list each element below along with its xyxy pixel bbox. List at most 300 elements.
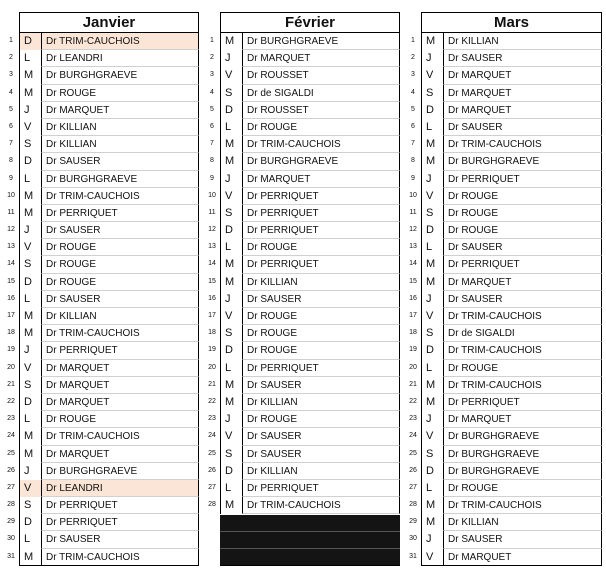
- weekday-letter: V: [19, 360, 41, 377]
- doctor-name: Dr PERRIQUET: [242, 256, 400, 273]
- weekday-letter: M: [19, 308, 41, 325]
- weekday-letter: M: [421, 394, 443, 411]
- doctor-name: Dr TRIM-CAUCHOIS: [242, 136, 400, 153]
- weekday-letter: D: [220, 222, 242, 239]
- day-number: 24: [7, 432, 15, 440]
- weekday-letter: S: [421, 205, 443, 222]
- doctor-name: Dr SAUSER: [242, 377, 400, 394]
- doctor-name: Dr SAUSER: [443, 119, 602, 136]
- doctor-name: Dr TRIM-CAUCHOIS: [41, 549, 199, 566]
- day-number: 18: [208, 329, 216, 337]
- doctor-name: Dr ROUGE: [242, 239, 400, 256]
- doctor-name: Dr TRIM-CAUCHOIS: [443, 497, 602, 514]
- doctor-name: Dr BURGHGRAEVE: [41, 67, 199, 84]
- weekday-letter: S: [220, 325, 242, 342]
- doctor-name: Dr SAUSER: [443, 50, 602, 67]
- day-number: 6: [411, 122, 415, 130]
- doctor-name: Dr BURGHGRAEVE: [242, 33, 400, 50]
- day-number: 3: [9, 71, 13, 79]
- day-number: 12: [7, 226, 15, 234]
- weekday-letter: D: [19, 514, 41, 531]
- month-days: [405, 33, 602, 566]
- doctor-name: Dr ROUGE: [242, 308, 400, 325]
- day-number: 8: [9, 157, 13, 165]
- doctor-name: Dr ROUGE: [443, 360, 602, 377]
- weekday-letter: V: [220, 67, 242, 84]
- day-number: 16: [208, 294, 216, 302]
- doctor-name: Dr SAUSER: [242, 291, 400, 308]
- day-row: [204, 50, 400, 67]
- day-number: 25: [7, 449, 15, 457]
- day-row: [204, 205, 400, 222]
- weekday-letter: J: [220, 411, 242, 428]
- day-row: [204, 308, 400, 325]
- weekday-letter: J: [19, 222, 41, 239]
- day-row: [3, 119, 199, 136]
- day-row: [405, 549, 602, 566]
- weekday-letter: S: [421, 85, 443, 102]
- day-row: [3, 308, 199, 325]
- day-row: [3, 136, 199, 153]
- day-number: 3: [210, 71, 214, 79]
- day-number: 5: [9, 105, 13, 113]
- day-number: 22: [208, 397, 216, 405]
- day-row: [204, 153, 400, 170]
- month-days: [204, 33, 400, 566]
- doctor-name: Dr SAUSER: [443, 291, 602, 308]
- doctor-name: Dr BURGHGRAEVE: [443, 463, 602, 480]
- weekday-letter: J: [421, 171, 443, 188]
- day-row: [204, 136, 400, 153]
- day-number: 4: [9, 88, 13, 96]
- doctor-name: Dr ROUGE: [443, 480, 602, 497]
- day-row: [204, 222, 400, 239]
- doctor-name: Dr BURGHGRAEVE: [41, 171, 199, 188]
- doctor-name: Dr MARQUET: [41, 394, 199, 411]
- weekday-letter: M: [421, 256, 443, 273]
- weekday-letter: M: [421, 33, 443, 50]
- day-number: 30: [7, 535, 15, 543]
- day-number: 7: [411, 140, 415, 148]
- day-number: 1: [411, 37, 415, 44]
- day-row: [204, 239, 400, 256]
- day-row: [3, 360, 199, 377]
- day-number: 5: [411, 105, 415, 113]
- doctor-name: Dr KILLIAN: [41, 119, 199, 136]
- day-row: [204, 274, 400, 291]
- doctor-name: Dr MARQUET: [41, 377, 199, 394]
- doctor-name: Dr TRIM-CAUCHOIS: [41, 325, 199, 342]
- doctor-name: Dr MARQUET: [242, 171, 400, 188]
- day-number: 11: [409, 208, 417, 216]
- day-row: [405, 274, 602, 291]
- day-number: 2: [210, 54, 214, 62]
- weekday-letter: M: [220, 497, 242, 514]
- doctor-name: Dr MARQUET: [41, 360, 199, 377]
- weekday-letter: L: [421, 360, 443, 377]
- day-number: 28: [208, 501, 216, 509]
- day-row: [3, 256, 199, 273]
- day-number: 29: [7, 518, 15, 526]
- weekday-letter: S: [220, 85, 242, 102]
- doctor-name: Dr PERRIQUET: [443, 171, 602, 188]
- weekday-letter: L: [421, 480, 443, 497]
- day-row: [3, 291, 199, 308]
- day-number: 27: [409, 483, 417, 491]
- doctor-name: Dr MARQUET: [443, 274, 602, 291]
- day-number: 9: [210, 174, 214, 182]
- doctor-name: Dr TRIM-CAUCHOIS: [41, 188, 199, 205]
- weekday-letter: L: [19, 291, 41, 308]
- weekday-letter: L: [19, 531, 41, 548]
- doctor-name: Dr MARQUET: [443, 85, 602, 102]
- doctor-name: Dr TRIM-CAUCHOIS: [443, 308, 602, 325]
- day-row: [405, 428, 602, 445]
- day-row: [3, 188, 199, 205]
- day-number: 16: [7, 294, 15, 302]
- doctor-name: Dr PERRIQUET: [41, 205, 199, 222]
- weekday-letter: V: [19, 480, 41, 497]
- day-row: [204, 428, 400, 445]
- weekday-letter: M: [220, 377, 242, 394]
- day-row: [3, 394, 199, 411]
- day-row: [3, 50, 199, 67]
- day-number: 17: [208, 312, 216, 319]
- weekday-letter: S: [19, 136, 41, 153]
- weekday-letter: V: [421, 308, 443, 325]
- day-row: [204, 497, 400, 514]
- weekday-letter: M: [19, 67, 41, 84]
- day-row: [3, 274, 199, 291]
- weekday-letter: D: [19, 394, 41, 411]
- weekday-letter: V: [421, 67, 443, 84]
- day-row: [405, 531, 602, 548]
- day-row: [204, 291, 400, 308]
- day-number: 23: [409, 415, 417, 423]
- day-number: 22: [409, 397, 417, 405]
- day-row: [405, 463, 602, 480]
- doctor-name: Dr KILLIAN: [443, 514, 602, 531]
- day-number: 21: [208, 380, 216, 388]
- day-number: 10: [409, 191, 417, 199]
- day-row: [405, 308, 602, 325]
- day-number: 26: [208, 466, 216, 474]
- day-number: 13: [409, 243, 417, 251]
- doctor-name: Dr TRIM-CAUCHOIS: [242, 497, 400, 514]
- day-number: 29: [409, 518, 417, 526]
- day-number: 23: [7, 415, 15, 423]
- day-row: [3, 205, 199, 222]
- weekday-letter: M: [421, 497, 443, 514]
- weekday-letter: S: [421, 446, 443, 463]
- weekday-letter: D: [19, 274, 41, 291]
- day-row: [3, 377, 199, 394]
- day-row: [405, 256, 602, 273]
- day-row: [405, 171, 602, 188]
- day-number: 11: [208, 208, 216, 216]
- day-number: 10: [7, 191, 15, 199]
- day-number: 27: [7, 483, 15, 491]
- day-row: [204, 411, 400, 428]
- doctor-name: Dr ROUSSET: [242, 67, 400, 84]
- weekday-letter: L: [421, 239, 443, 256]
- weekday-letter: D: [421, 102, 443, 119]
- day-row: [3, 171, 199, 188]
- weekday-letter: L: [220, 119, 242, 136]
- unused-day-filler: [220, 549, 400, 566]
- day-row: [405, 119, 602, 136]
- day-number: 9: [9, 174, 13, 182]
- day-number: 23: [208, 415, 216, 423]
- weekday-letter: M: [421, 514, 443, 531]
- month-column: [405, 12, 602, 566]
- doctor-name: Dr KILLIAN: [242, 463, 400, 480]
- day-number: 25: [409, 449, 417, 457]
- day-number: 11: [7, 208, 15, 216]
- doctor-name: Dr MARQUET: [443, 411, 602, 428]
- doctor-name: Dr MARQUET: [41, 102, 199, 119]
- weekday-letter: J: [19, 102, 41, 119]
- day-row: [405, 497, 602, 514]
- month-days: [3, 33, 199, 566]
- doctor-name: Dr SAUSER: [443, 531, 602, 548]
- day-row: [204, 119, 400, 136]
- doctor-name: Dr PERRIQUET: [443, 394, 602, 411]
- doctor-name: Dr KILLIAN: [242, 394, 400, 411]
- unused-day-filler: [220, 515, 400, 532]
- doctor-name: Dr BURGHGRAEVE: [443, 428, 602, 445]
- day-row: [3, 102, 199, 119]
- day-row: [204, 188, 400, 205]
- day-row: [405, 325, 602, 342]
- doctor-name: Dr PERRIQUET: [242, 188, 400, 205]
- doctor-name: Dr PERRIQUET: [242, 480, 400, 497]
- doctor-name: Dr KILLIAN: [41, 308, 199, 325]
- day-row: [204, 102, 400, 119]
- day-number: 2: [9, 54, 13, 62]
- doctor-name: Dr MARQUET: [443, 102, 602, 119]
- day-row: [204, 256, 400, 273]
- day-row: [204, 463, 400, 480]
- doctor-name: Dr LEANDRI: [41, 480, 199, 497]
- day-row: [204, 85, 400, 102]
- day-row: [3, 446, 199, 463]
- weekday-letter: L: [19, 411, 41, 428]
- day-number: 20: [208, 363, 216, 371]
- doctor-name: Dr ROUGE: [242, 342, 400, 359]
- day-number: 4: [210, 88, 214, 96]
- weekday-letter: M: [19, 205, 41, 222]
- weekday-letter: M: [421, 274, 443, 291]
- doctor-name: Dr ROUGE: [242, 119, 400, 136]
- weekday-letter: M: [220, 33, 242, 50]
- day-number: 16: [409, 294, 417, 302]
- doctor-name: Dr MARQUET: [443, 549, 602, 566]
- doctor-name: Dr MARQUET: [41, 446, 199, 463]
- weekday-letter: L: [19, 171, 41, 188]
- weekday-letter: J: [421, 291, 443, 308]
- day-row: [3, 239, 199, 256]
- day-number: 5: [210, 105, 214, 113]
- weekday-letter: L: [220, 360, 242, 377]
- month-title: Février: [220, 12, 400, 33]
- weekday-letter: D: [421, 222, 443, 239]
- weekday-letter: V: [421, 428, 443, 445]
- day-row: [204, 67, 400, 84]
- day-number: 2: [411, 54, 415, 62]
- doctor-name: Dr SAUSER: [242, 446, 400, 463]
- day-number: 10: [208, 191, 216, 199]
- doctor-name: Dr de SIGALDI: [242, 85, 400, 102]
- day-number: 8: [411, 157, 415, 165]
- day-row: [405, 360, 602, 377]
- day-number: 7: [210, 140, 214, 148]
- doctor-name: Dr ROUGE: [242, 325, 400, 342]
- day-number: 28: [7, 501, 15, 509]
- day-number: 12: [208, 226, 216, 234]
- doctor-name: Dr SAUSER: [41, 291, 199, 308]
- weekday-letter: D: [19, 33, 41, 50]
- day-number: 27: [208, 483, 216, 491]
- day-number: 28: [409, 501, 417, 509]
- unused-day-filler: [220, 532, 400, 549]
- day-row: [3, 531, 199, 548]
- day-row: [405, 342, 602, 359]
- weekday-letter: V: [220, 188, 242, 205]
- doctor-name: Dr de SIGALDI: [443, 325, 602, 342]
- doctor-name: Dr SAUSER: [443, 239, 602, 256]
- day-number: 6: [210, 122, 214, 130]
- day-number: 22: [7, 397, 15, 405]
- doctor-name: Dr PERRIQUET: [41, 497, 199, 514]
- weekday-letter: J: [421, 531, 443, 548]
- day-row: [3, 342, 199, 359]
- doctor-name: Dr ROUGE: [443, 222, 602, 239]
- day-row: [405, 136, 602, 153]
- day-number: 7: [9, 140, 13, 148]
- day-row: [3, 153, 199, 170]
- weekday-letter: J: [19, 463, 41, 480]
- weekday-letter: S: [19, 256, 41, 273]
- day-number: 19: [7, 346, 15, 354]
- weekday-letter: M: [19, 325, 41, 342]
- weekday-letter: D: [19, 153, 41, 170]
- doctor-name: Dr TRIM-CAUCHOIS: [443, 342, 602, 359]
- day-number: 1: [9, 37, 13, 44]
- day-row: [405, 239, 602, 256]
- weekday-letter: J: [421, 411, 443, 428]
- day-row: [405, 67, 602, 84]
- day-row: [3, 428, 199, 445]
- weekday-letter: M: [421, 377, 443, 394]
- day-number: 9: [411, 174, 415, 182]
- weekday-letter: S: [19, 497, 41, 514]
- weekday-letter: J: [19, 342, 41, 359]
- day-row: [405, 411, 602, 428]
- day-row: [204, 480, 400, 497]
- doctor-name: Dr KILLIAN: [41, 136, 199, 153]
- day-row: [204, 377, 400, 394]
- day-row: [3, 480, 199, 497]
- weekday-letter: D: [220, 463, 242, 480]
- weekday-letter: V: [220, 308, 242, 325]
- weekday-letter: S: [220, 446, 242, 463]
- day-row: [405, 153, 602, 170]
- day-row: [204, 342, 400, 359]
- day-row: [204, 171, 400, 188]
- day-number: 3: [411, 71, 415, 79]
- day-number: 20: [409, 363, 417, 371]
- day-number: 8: [210, 157, 214, 165]
- doctor-name: Dr TRIM-CAUCHOIS: [41, 33, 199, 50]
- day-row: [3, 85, 199, 102]
- doctor-name: Dr ROUGE: [41, 256, 199, 273]
- doctor-name: Dr TRIM-CAUCHOIS: [443, 136, 602, 153]
- weekday-letter: M: [220, 153, 242, 170]
- day-number: 31: [7, 552, 15, 560]
- doctor-name: Dr ROUGE: [242, 411, 400, 428]
- day-number: 1: [210, 37, 214, 44]
- day-number: 26: [409, 466, 417, 474]
- day-number: 14: [208, 260, 216, 268]
- day-number: 6: [9, 122, 13, 130]
- day-number: 14: [409, 260, 417, 268]
- weekday-letter: V: [220, 428, 242, 445]
- doctor-name: Dr ROUSSET: [242, 102, 400, 119]
- day-row: [3, 325, 199, 342]
- doctor-name: Dr ROUGE: [41, 274, 199, 291]
- weekday-letter: D: [220, 102, 242, 119]
- weekday-letter: J: [220, 171, 242, 188]
- weekday-letter: S: [19, 377, 41, 394]
- doctor-name: Dr PERRIQUET: [242, 205, 400, 222]
- weekday-letter: M: [19, 85, 41, 102]
- weekday-letter: M: [421, 136, 443, 153]
- day-row: [405, 446, 602, 463]
- day-row: [3, 33, 199, 50]
- doctor-name: Dr ROUGE: [443, 205, 602, 222]
- day-row: [405, 480, 602, 497]
- weekday-letter: M: [421, 153, 443, 170]
- day-number: 17: [409, 312, 417, 319]
- weekday-letter: M: [19, 549, 41, 566]
- doctor-name: Dr SAUSER: [242, 428, 400, 445]
- doctor-name: Dr BURGHGRAEVE: [242, 153, 400, 170]
- day-number: 19: [208, 346, 216, 354]
- day-number: 15: [409, 277, 417, 285]
- day-row: [405, 85, 602, 102]
- day-number: 15: [7, 277, 15, 285]
- weekday-letter: L: [220, 239, 242, 256]
- weekday-letter: J: [220, 50, 242, 67]
- weekday-letter: L: [19, 50, 41, 67]
- doctor-name: Dr TRIM-CAUCHOIS: [41, 428, 199, 445]
- doctor-name: Dr LEANDRI: [41, 50, 199, 67]
- day-row: [3, 463, 199, 480]
- day-number: 31: [409, 552, 417, 560]
- month-column: [204, 12, 400, 566]
- day-row: [204, 360, 400, 377]
- weekday-letter: L: [421, 119, 443, 136]
- month-title: Mars: [421, 12, 602, 33]
- day-row: [405, 205, 602, 222]
- day-row: [405, 377, 602, 394]
- doctor-name: Dr MARQUET: [443, 67, 602, 84]
- weekday-letter: V: [19, 119, 41, 136]
- doctor-name: Dr ROUGE: [41, 411, 199, 428]
- doctor-name: Dr BURGHGRAEVE: [443, 153, 602, 170]
- day-row: [3, 67, 199, 84]
